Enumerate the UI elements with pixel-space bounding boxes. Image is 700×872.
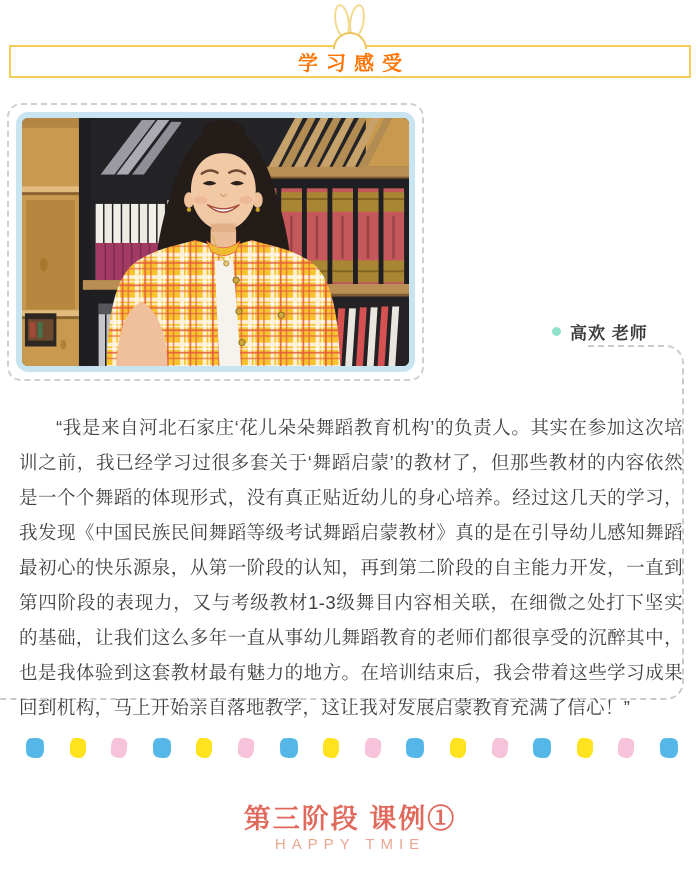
rabbit-ears-icon — [320, 4, 380, 50]
teacher-photo-illustration — [22, 118, 409, 366]
stage-subtitle: HAPPY TMIE — [274, 836, 426, 853]
divider-square — [25, 738, 44, 759]
section-title: 学习感受 — [298, 53, 410, 75]
divider-square — [659, 738, 678, 759]
bullet-dot-icon — [552, 327, 561, 336]
photo-blue-frame — [16, 112, 415, 372]
teacher-name-text: 高欢 老师 — [570, 324, 648, 343]
divider-square — [70, 738, 86, 758]
divider-square — [152, 738, 171, 759]
divider-square — [533, 738, 552, 759]
teacher-name-label — [552, 319, 648, 344]
divider-square — [450, 738, 466, 758]
stage-title: 第三阶段 课例① — [243, 804, 457, 834]
divider-square — [491, 738, 508, 759]
divider-square — [237, 738, 254, 759]
divider-square — [196, 738, 212, 758]
divider-square — [406, 738, 425, 759]
quote-text: “我是来自河北石家庄‘花儿朵朵舞蹈教育机构’的负责人。其实在参加这次培训之前，我已经学习过很多套关于‘舞蹈启蒙’的教材了，但那些教材的内容依然是一个个舞蹈的体现形式，没有真正贴近幼儿的身心培养。经过这几天的学习，我发现《中国民族民间舞蹈等级考试舞蹈启蒙教材》真的是在引导幼儿感知舞蹈最初心的快乐源泉，从第一阶段的认知，再到第二阶段的自主能力开发，一直到第四阶段的表现力，又与考级教材1-3级舞目内容相关联，在细微之处打下坚实的基础，让我们这么多年一直从事幼儿舞蹈教育的老师们都很享受的沉醉其中，也是我体验到这套教材最有魅力的地方。在培训结束后，我会带着这些学习成果回到机构，马上开始亲自落地教学，这让我对发展启蒙教育充满了信心！” — [19, 417, 683, 718]
divider-square — [279, 738, 298, 759]
divider-square — [577, 738, 593, 758]
teacher-photo-card — [7, 103, 424, 381]
divider-square — [323, 738, 339, 758]
divider-square — [618, 738, 635, 759]
divider-square — [364, 738, 381, 759]
color-squares-divider — [26, 737, 678, 759]
divider-square — [111, 738, 128, 759]
